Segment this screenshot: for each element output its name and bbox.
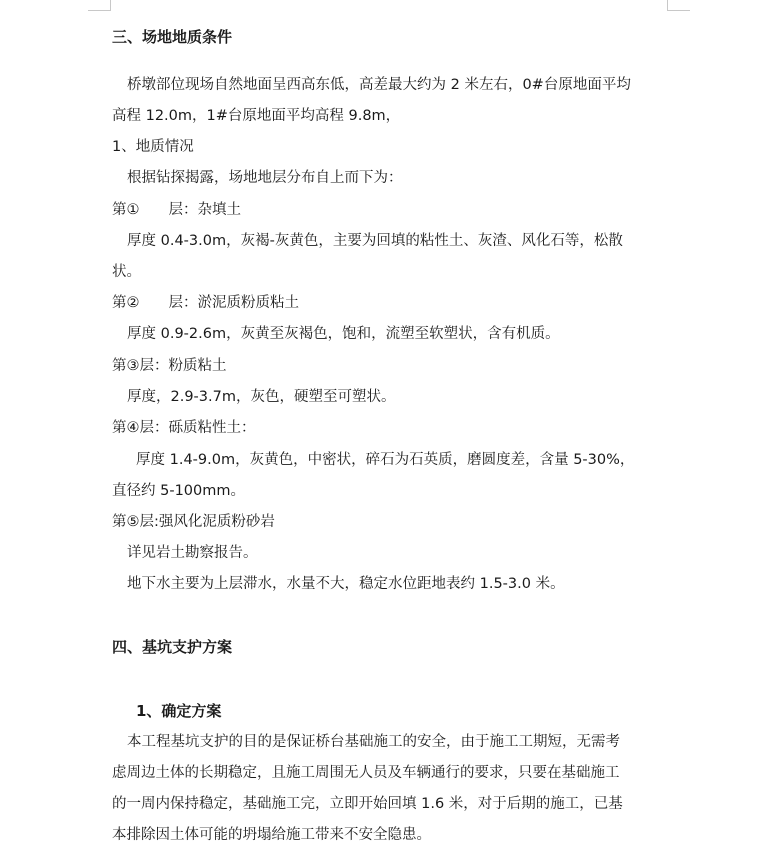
layer-1-desc-cont: 状。 <box>112 264 141 280</box>
subheading-plan: 1、确定方案 <box>136 702 222 720</box>
layer-4-title: 第④层：砾质粘性土： <box>112 420 256 436</box>
layer-3-title: 第③层：粉质粘土 <box>112 358 227 374</box>
layer-2-title: 第② 层：淤泥质粉质粘土 <box>112 295 299 311</box>
subheading-geology: 1、地质情况 <box>112 139 194 155</box>
section-4-heading: 四、基坑支护方案 <box>112 638 233 656</box>
layer-1-desc: 厚度 0.4-3.0m，灰褐-灰黄色，主要为回填的粘性土、灰渣、风化石等，松散 <box>127 233 623 249</box>
page-corner-mark-left <box>88 0 111 11</box>
paragraph-line: 的一周内保持稳定，基础施工完，立即开始回填 1.6 米，对于后期的施工，已基 <box>112 796 623 812</box>
paragraph-line: 本排除因土体可能的坍塌给施工带来不安全隐患。 <box>112 827 431 843</box>
layer-5-title: 第⑤层:强风化泥质粉砂岩 <box>112 514 275 530</box>
paragraph-line: 本工程基坑支护的目的是保证桥台基础施工的安全，由于施工工期短，无需考 <box>127 734 620 750</box>
page-corner-mark-right <box>667 0 690 11</box>
paragraph-line: 桥墩部位现场自然地面呈西高东低，高差最大约为 2 米左右，0#台原地面平均 <box>127 77 631 93</box>
section-3-heading: 三、场地地质条件 <box>112 28 233 46</box>
layer-4-desc-cont: 直径约 5-100mm。 <box>112 483 245 499</box>
layer-1-title: 第① 层：杂填土 <box>112 202 241 218</box>
layer-3-desc: 厚度，2.9-3.7m，灰色，硬塑至可塑状。 <box>127 389 396 405</box>
paragraph-line: 根据钻探揭露，场地地层分布自上而下为： <box>127 170 403 186</box>
paragraph-line: 高程 12.0m，1#台原地面平均高程 9.8m， <box>112 108 401 124</box>
layer-2-desc: 厚度 0.9-2.6m，灰黄至灰褐色，饱和，流塑至软塑状，含有机质。 <box>127 326 560 342</box>
groundwater-note: 地下水主要为上层滞水，水量不大，稳定水位距地表约 1.5-3.0 米。 <box>127 576 565 592</box>
layer-5-desc: 详见岩土勘察报告。 <box>127 545 258 561</box>
paragraph-line: 虑周边土体的长期稳定，且施工周围无人员及车辆通行的要求，只要在基础施工 <box>112 765 620 781</box>
layer-4-desc: 厚度 1.4-9.0m，灰黄色，中密状，碎石为石英质，磨圆度差，含量 5-30%， <box>136 452 635 468</box>
